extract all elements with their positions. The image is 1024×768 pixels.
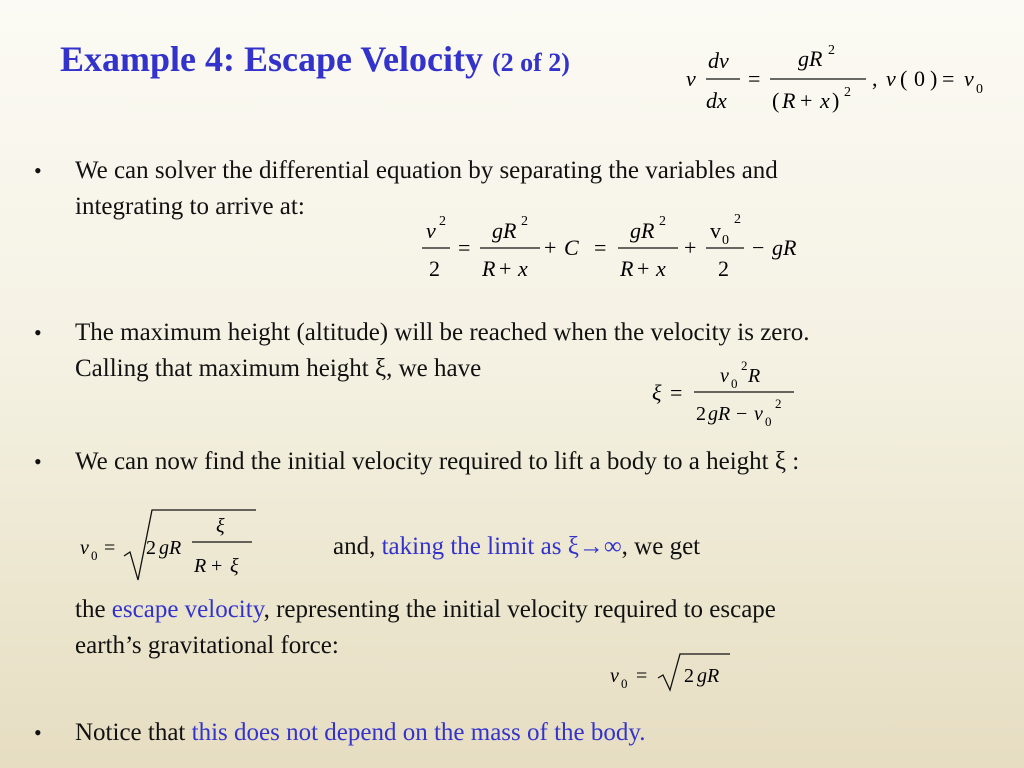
svg-text:v: v [964, 66, 974, 91]
equation-initial-velocity [76, 504, 276, 588]
svg-text:+: + [684, 235, 697, 260]
we-get-text: , we get [621, 533, 701, 560]
svg-text:R: R [748, 365, 761, 387]
bullet-1-line-1: We can solver the differential equation by separating the variables and [75, 157, 778, 184]
svg-text:2: 2 [734, 212, 741, 227]
svg-text:v: v [710, 218, 721, 243]
escape-velocity-highlight: escape velocity [111, 596, 264, 623]
limit-sentence [333, 529, 700, 565]
slide-title [60, 38, 570, 80]
svg-text:v: v [686, 66, 696, 91]
escape-velocity-paragraph [75, 592, 1015, 664]
svg-text:v: v [610, 665, 619, 687]
equation-max-height [648, 352, 808, 432]
svg-text:v: v [80, 537, 89, 559]
svg-text:x: x [656, 256, 666, 281]
svg-text:0: 0 [722, 233, 729, 248]
svg-text:dv: dv [708, 48, 729, 73]
svg-text:=: = [748, 66, 761, 91]
bullet-3-line-1: We can now find the initial velocity required to lift a body to a height ξ : [75, 448, 800, 475]
svg-text:ξ: ξ [216, 515, 225, 537]
title-subtitle: (2 of 2) [491, 48, 570, 77]
bullet-marker: • [34, 720, 42, 745]
svg-text:=: = [670, 380, 683, 405]
svg-text:R: R [620, 256, 634, 281]
svg-text:ξ: ξ [230, 555, 239, 577]
svg-text:2: 2 [439, 214, 446, 229]
svg-text:x: x [518, 256, 528, 281]
svg-text:=: = [458, 235, 471, 260]
svg-text:v: v [426, 218, 436, 243]
escape-rest-text: , representing the initial velocity required to escape [263, 596, 776, 623]
svg-text:2: 2 [828, 43, 835, 58]
svg-text:+: + [637, 256, 650, 281]
svg-text:gR: gR [772, 235, 797, 260]
svg-text:R: R [194, 555, 207, 577]
bullet-marker: • [34, 320, 42, 345]
bullet-marker: • [34, 158, 42, 183]
svg-text:2: 2 [146, 537, 156, 559]
svg-text:=: = [104, 537, 116, 559]
svg-text:R: R [782, 88, 796, 113]
svg-text:gR: gR [697, 665, 720, 687]
svg-text:2: 2 [684, 665, 694, 687]
svg-text:(: ( [772, 88, 780, 113]
svg-text:v: v [720, 365, 729, 387]
svg-text:gR: gR [492, 218, 517, 243]
svg-text:v: v [754, 403, 763, 425]
bullet-2-line-2: Calling that maximum height ξ, we have [75, 355, 482, 382]
svg-text:C: C [564, 235, 579, 260]
svg-text:2: 2 [844, 85, 851, 100]
svg-text:ξ: ξ [652, 380, 662, 405]
svg-text:(: ( [900, 66, 908, 91]
bullet-4-text [75, 715, 1015, 751]
svg-text:2: 2 [429, 256, 440, 281]
equation-escape-velocity [606, 650, 742, 694]
svg-text:gR: gR [630, 218, 655, 243]
svg-text:0: 0 [765, 414, 772, 429]
svg-text:2: 2 [659, 214, 666, 229]
notice-prefix: Notice that [75, 719, 192, 746]
svg-text:0: 0 [91, 548, 98, 563]
svg-text:+: + [544, 235, 557, 260]
svg-text:−: − [752, 235, 765, 260]
equation-solution [418, 208, 818, 290]
svg-text:−: − [736, 403, 748, 425]
limit-highlight: taking the limit as ξ→∞ [381, 533, 622, 560]
notice-highlight: this does not depend on the mass of the body. [191, 719, 646, 746]
svg-text:2: 2 [696, 403, 706, 425]
the-text: the [75, 596, 112, 623]
svg-text:dx: dx [706, 88, 727, 113]
bullet-2-line-1: The maximum height (altitude) will be reached when the velocity is zero. [75, 319, 810, 346]
svg-text:x: x [820, 88, 830, 113]
svg-text:+: + [499, 256, 512, 281]
svg-text:2: 2 [775, 396, 782, 411]
bullet-2-text [75, 315, 1015, 387]
svg-text:=: = [942, 66, 955, 91]
escape-line-1 [75, 592, 1015, 628]
svg-text:): ) [832, 88, 840, 113]
svg-text:0: 0 [621, 676, 628, 691]
svg-text:gR: gR [708, 403, 731, 425]
svg-text:=: = [636, 665, 648, 687]
svg-text:0: 0 [914, 66, 925, 91]
equation-ode [680, 38, 1000, 120]
svg-text:R: R [482, 256, 496, 281]
svg-text:+: + [800, 88, 813, 113]
svg-text:): ) [930, 66, 938, 91]
svg-text:2: 2 [741, 358, 748, 373]
escape-line-2: earth’s gravitational force: [75, 632, 339, 659]
and-text: and, [333, 533, 382, 560]
bullet-1-line-2: integrating to arrive at: [75, 193, 305, 220]
svg-text:=: = [594, 235, 607, 260]
svg-text:+: + [211, 555, 223, 577]
svg-text:gR: gR [159, 537, 182, 559]
svg-text:0: 0 [976, 82, 983, 97]
svg-text:2: 2 [718, 256, 729, 281]
bullet-marker: • [34, 449, 42, 474]
svg-text:,: , [872, 66, 878, 91]
svg-text:0: 0 [731, 376, 738, 391]
title-main: Example 4: Escape Velocity [60, 39, 483, 79]
svg-text:gR: gR [798, 46, 823, 71]
svg-text:v: v [886, 66, 896, 91]
svg-text:2: 2 [521, 214, 528, 229]
